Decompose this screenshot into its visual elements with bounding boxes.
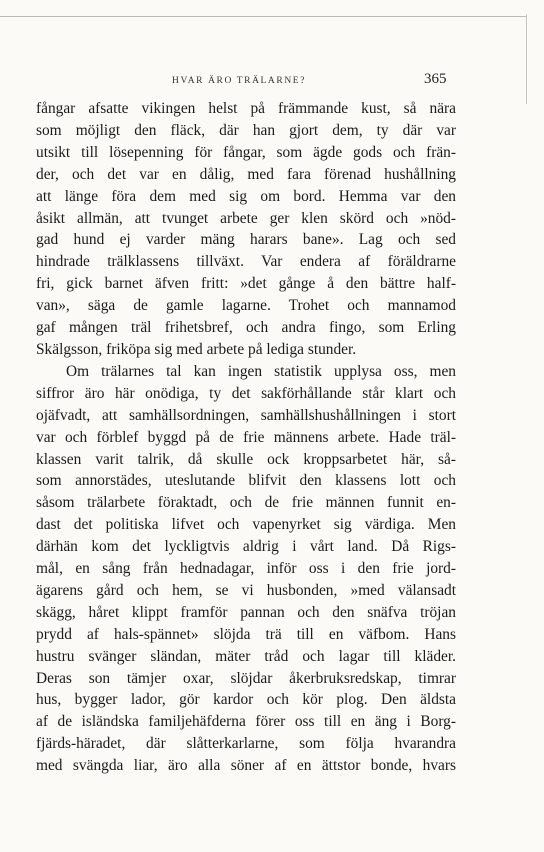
text-line: Deras son tämjer oxar, slöjdar åkerbruksredskap, timrar: [36, 669, 456, 687]
page-number: 365: [424, 71, 447, 87]
text-line: siffror äro här onödiga, ty det sakförhållande står klart och: [36, 384, 456, 402]
text-line: prydd af hals-spännet» slöjda trä till en väfbom. Hans: [36, 625, 456, 643]
text-line: van», säga de gamle lagarne. Trohet och mannamod: [36, 297, 456, 315]
text-line: utsikt till lösepenning för fångar, som ägde gods och frän-: [36, 143, 456, 161]
body-text: [36, 98, 456, 777]
text-line: der, och det var en dålig, med fara förenad hushållning: [36, 165, 456, 183]
text-line: gaf mången träl frihetsbref, och andra fingo, som Erling: [36, 319, 456, 337]
text-line: hustru svänger sländan, mäter tråd och lagar till kläder.: [36, 647, 456, 665]
text-line: fångar afsatte vikingen helst på främmande kust, så nära: [36, 100, 456, 117]
text-line: fri, gick barnet äfven fritt: »det gånge å den bättre half-: [36, 275, 456, 293]
text-line: som möjligt den fläck, där han gjort dem, ty där var: [36, 121, 456, 139]
text-line: med svängda liar, äro alla söner af en ättstor bonde, hvars: [36, 757, 456, 775]
page-edge: [526, 14, 527, 104]
paragraph: [36, 361, 456, 777]
text-line: åsikt allmän, att tvunget arbete ger klen skörd och »nöd-: [36, 209, 456, 227]
text-line: var och förblef byggd på de frie männens arbete. Hade träl-: [36, 428, 456, 446]
running-head: HVAR ÄRO TRÄLARNE?: [172, 76, 307, 86]
text-line: Om trälarnes tal kan ingen statistik upplysa oss, men: [66, 362, 456, 380]
text-line: hus, bygger lador, gör kardor och kör plog. Den äldsta: [36, 691, 456, 709]
text-line: ojäfvadt, att samhällsordningen, samhällshushållningen i stort: [36, 406, 456, 424]
text-line: Skälgsson, friköpa sig med arbete på lediga stunder.: [36, 340, 357, 358]
text-line: skägg, håret klippt framför pannan och den snäfva tröjan: [36, 603, 456, 621]
text-line: fjärds-häradet, där slåtterkarlarne, som följa hvarandra: [36, 735, 456, 753]
text-line: klassen varit talrik, då skulle ock kroppsarbetet här, så-: [36, 450, 456, 468]
text-line: ägarens gård och hem, se vi husbonden, »med välansadt: [36, 581, 456, 599]
text-line: hindrade trälklassens tillväxt. Var endera af föräldrarne: [36, 253, 456, 271]
text-line: mål, en sång från hednadagar, inför oss i den frie jord-: [36, 560, 456, 578]
top-rule: [0, 16, 526, 17]
text-line: af de isländska familjehäfderna förer oss till en äng i Borg-: [36, 713, 456, 731]
text-line: som annorstädes, uteslutande blifvit den klassens lott och: [36, 472, 456, 490]
text-line: dast det politiska lifvet och vapenyrket sig värdiga. Men: [36, 516, 456, 534]
paragraph: [36, 98, 456, 361]
text-line: därhän kom det lyckligtvis aldrig i vårt land. Då Rigs-: [36, 538, 456, 556]
text-line: såsom trälarbete föraktadt, och de frie männen funnit en-: [36, 494, 456, 512]
text-line: att länge föra dem med sig om bord. Hemma var den: [36, 187, 456, 205]
text-line: gad hund ej varder mäng harars bane». Lag och sed: [36, 231, 456, 249]
